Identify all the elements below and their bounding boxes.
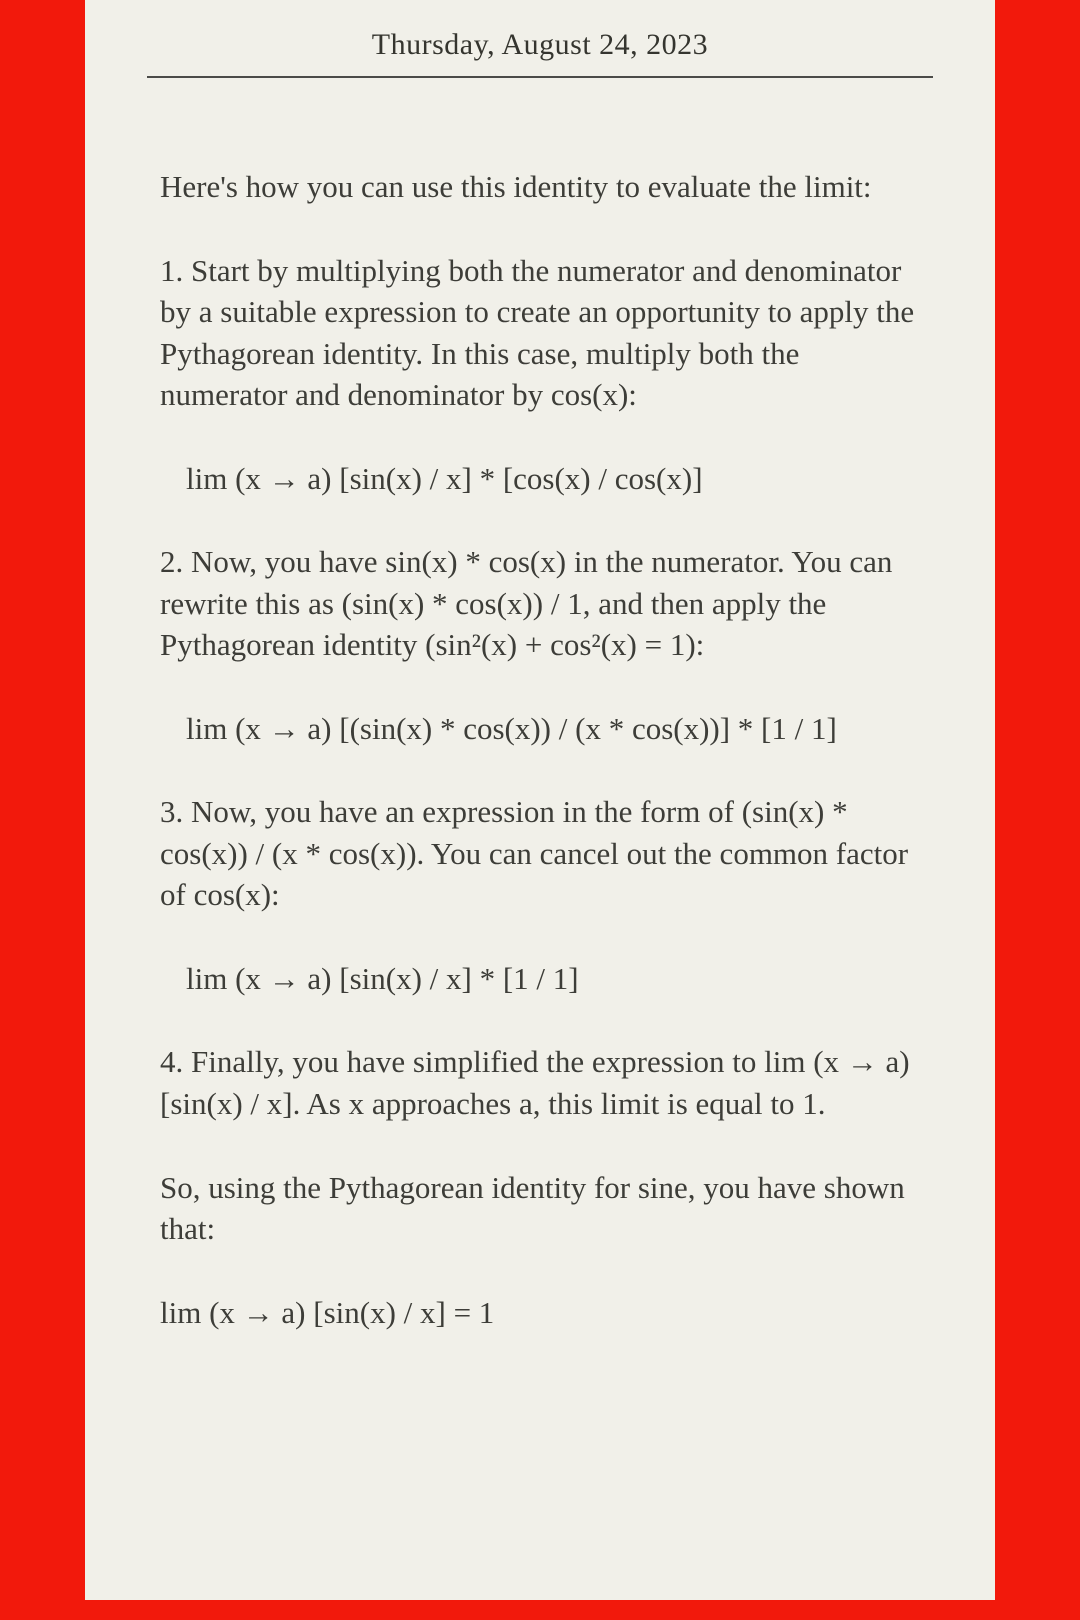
paragraph-conclusion: So, using the Pythagorean identity for sine, you have shown that: [160,1169,905,1247]
paragraph-step-3: 3. Now, you have an expression in the form of (sin(x) * cos(x)) / (x * cos(x)). You can cancel out the common factor of cos(x): [160,794,909,913]
equation-line-3: lim (x → a) [sin(x) / x] * [1 / 1] [186,960,579,996]
paragraph-intro: Here's how you can use this identity to evaluate the limit: [160,169,872,204]
paragraph-step-1: 1. Start by multiplying both the numerator and denominator by a suitable expression to create an opportunity to apply the Pythagorean identity. In this case, multiply both the numerator and denominator by cos(x): [160,252,915,413]
paragraph-step-4: 4. Finally, you have simplified the expression to lim (x → a) [sin(x) / x]. As x approaches a, this limit is equal to 1. [160,1044,910,1121]
equation-result: lim (x → a) [sin(x) / x] = 1 [160,1294,495,1330]
equation-line-2: lim (x → a) [(sin(x) * cos(x)) / (x * cos(x))] * [1 / 1] [186,710,837,746]
document-page [85,0,995,1600]
date-header: Thursday, August 24, 2023 [371,28,709,61]
document-body [160,166,920,1333]
paragraph-step-2: 2. Now, you have sin(x) * cos(x) in the numerator. You can rewrite this as (sin(x) * cos(x)) / 1, and then apply the Pythagorean identity (sin²(x) + cos²(x) = 1): [160,544,893,663]
equation-line-1: lim (x → a) [sin(x) / x] * [cos(x) / cos(x)] [186,460,703,496]
page-header [147,0,933,78]
